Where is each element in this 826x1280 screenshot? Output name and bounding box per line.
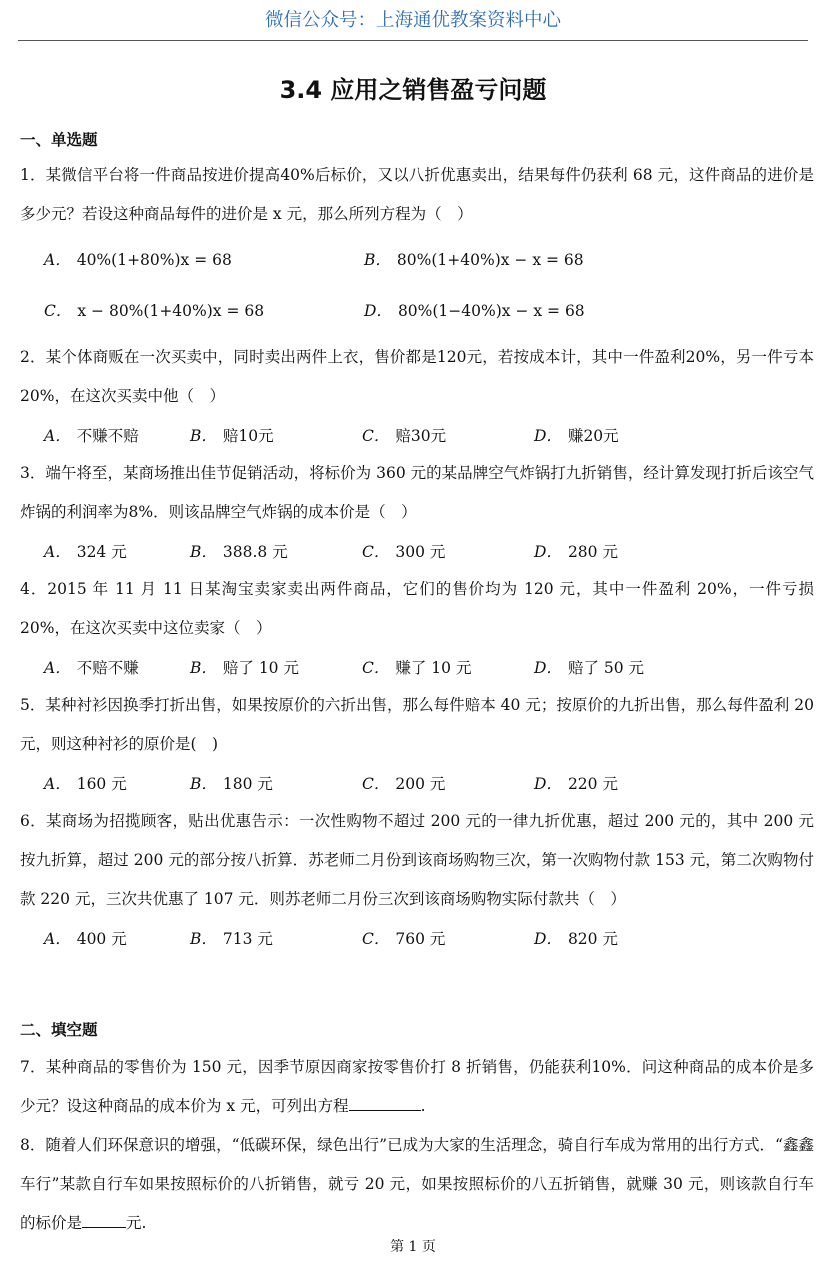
option-b: B． 713 元 [190, 930, 273, 948]
question-4-text: 4．2015 年 11 月 11 日某淘宝卖家卖出两件商品，它们的售价均为 120 元，其中一件盈利 20%，一件亏损 20%，在这次买卖中这位卖家（ ） [20, 580, 814, 637]
option-b: B． 388.8 元 [190, 543, 288, 561]
question-2-text: 2．某个体商贩在一次买卖中，同时卖出两件上衣，售价都是120元，若按成本计，其中一件盈利20%，另一件亏本 20%，在这次买卖中他（ ） [20, 348, 814, 405]
option-letter: B． [364, 251, 391, 269]
option-b: B． 80%(1+40%)x − x = 68 [364, 251, 584, 269]
option-d: D． 赚20元 [534, 427, 619, 445]
option-c: C． 300 元 [362, 543, 446, 561]
question-3-text: 3．端午将至，某商场推出佳节促销活动，将标价为 360 元的某品牌空气炸锅打九折销售，经计算发现打折后该空气炸锅的利润率为8%．则该品牌空气炸锅的成本价是（ ） [20, 464, 814, 521]
question-8: 8．随着人们环保意识的增强，“低碳环保，绿色出行”已成为大家的生活理念，骑自行车成为常用的出行方式．“鑫鑫车行”某款自行车如果按照标价的八折销售，就亏 20 元，如果按照标价的八五折销售，就赚 30 元，则该款自行车的标价是 元. [20, 1136, 814, 1232]
option-letter: A． [44, 251, 71, 269]
option-c: C． 赔30元 [362, 427, 447, 445]
header-banner: 微信公众号：上海通优教案资料中心 [264, 10, 561, 31]
option-c: C． 200 元 [362, 775, 446, 793]
question-7: 7．某种商品的零售价为 150 元，因季节原因商家按零售价打 8 折销售，仍能获利10%．问这种商品的成本价是多少元？设这种商品的成本价为 x 元，可列出方程 . [20, 1058, 814, 1115]
question-6-text: 6．某商场为招揽顾客，贴出优惠告示：一次性购物不超过 200 元的一律九折优惠，超过 200 元的，其中 200 元按九折算，超过 200 元的部分按八折算．苏老师二月份到该商场购物三次，第一次购物付款 153 元，第二次购物付款 220 元，三次共优惠了 107 元．则苏老师二月份三次到该商场购物实际付款共（ ） [20, 812, 814, 908]
option-a: A． 不赚不赔 [44, 427, 139, 445]
section-heading-single: 一、单选题 [20, 130, 98, 149]
page-number: 第 1 页 [390, 1239, 436, 1255]
option-c: C． 760 元 [362, 930, 446, 948]
option-d: D． 820 元 [534, 930, 618, 948]
option-d: D． 80%(1−40%)x − x = 68 [364, 302, 585, 320]
option-letter: C． [44, 302, 72, 320]
option-b: B． 赔了 10 元 [190, 659, 299, 677]
option-a: A． 400 元 [44, 930, 127, 948]
option-a: A． 324 元 [44, 543, 127, 561]
option-a: A． 40%(1+80%)x = 68 [44, 251, 232, 269]
question-5-text: 5．某种衬衫因换季打折出售，如果按原价的六折出售，那么每件赔本 40 元；按原价的九折出售，那么每件盈利 20 元，则这种衬衫的原价是( ) [20, 696, 814, 753]
answer-blank[interactable] [349, 1096, 421, 1111]
page-title: 3.4 应用之销售盈亏问题 [279, 76, 547, 104]
option-b: B． 180 元 [190, 775, 273, 793]
answer-blank[interactable] [82, 1213, 126, 1228]
option-letter: D． [364, 302, 392, 320]
option-c: C． 赚了 10 元 [362, 659, 472, 677]
question-8-text: 8．随着人们环保意识的增强，“低碳环保，绿色出行”已成为大家的生活理念，骑自行车成为常用的出行方式．“鑫鑫车行”某款自行车如果按照标价的八折销售，就亏 20 元，如果按照标价的八五折销售，就赚 30 元，则该款自行车的标价是 [20, 1136, 814, 1232]
option-d: D． 280 元 [534, 543, 618, 561]
option-d: D． 220 元 [534, 775, 618, 793]
option-b: B． 赔10元 [190, 427, 274, 445]
option-a: A． 不赔不赚 [44, 659, 139, 677]
option-d: D． 赔了 50 元 [534, 659, 645, 677]
option-c: C． x − 80%(1+40%)x = 68 [44, 302, 265, 320]
header-divider [18, 40, 808, 41]
question-7-text: 7．某种商品的零售价为 150 元，因季节原因商家按零售价打 8 折销售，仍能获利10%．问这种商品的成本价是多少元？设这种商品的成本价为 x 元，可列出方程 [20, 1058, 814, 1115]
section-heading-fill: 二、填空题 [20, 1020, 98, 1039]
question-1-text: 1．某微信平台将一件商品按进价提高40%后标价，又以八折优惠卖出，结果每件仍获利 68 元，这件商品的进价是多少元？若设这种商品每件的进价是 x 元，那么所列方程为（ ） [20, 166, 814, 223]
option-a: A． 160 元 [44, 775, 127, 793]
